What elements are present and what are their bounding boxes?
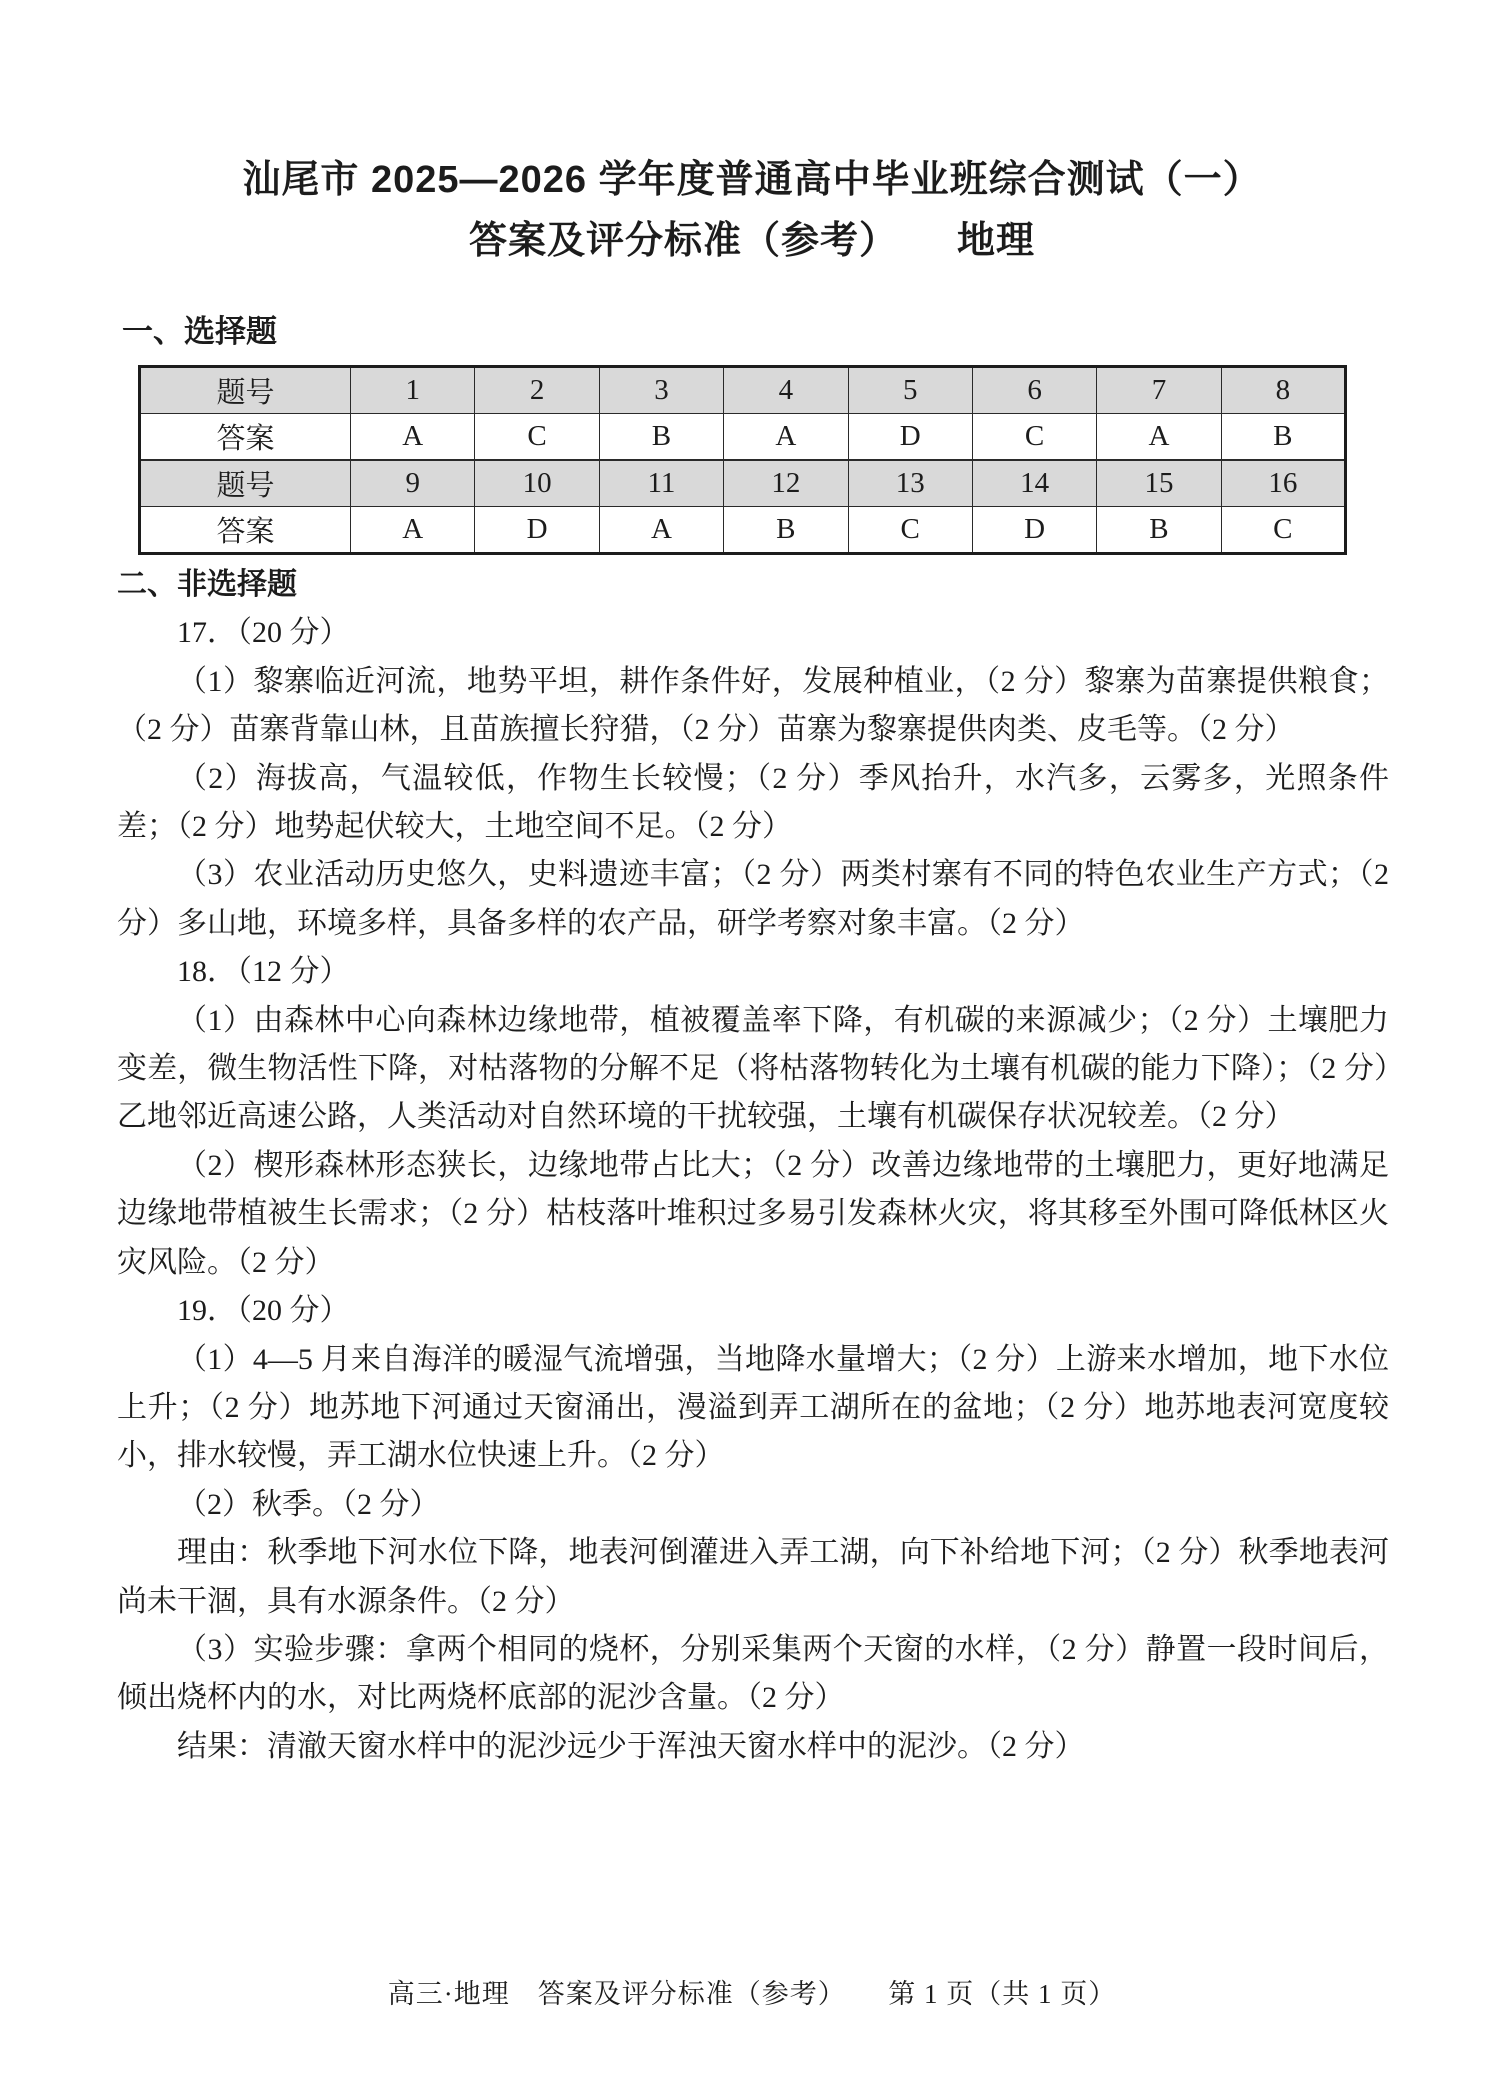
question-number-cell: 3 <box>599 367 723 414</box>
answer-paragraph: （1）4—5 月来自海洋的暖湿气流增强，当地降水量增大；（2 分）上游来水增加，地下水位上升；（2 分）地苏地下河通过天窗涌出，漫溢到弄工湖所在的盆地；（2 分）地苏地表河宽度较小，排水较慢，弄工湖水位快速上升。（2 分） <box>117 1342 1389 1473</box>
row-label: 题号 <box>140 367 351 414</box>
page-title-line2: 答案及评分标准（参考） 地理 <box>468 220 1035 262</box>
question-number-cell: 13 <box>848 460 972 507</box>
answer-paragraph: （2）秋季。（2 分） <box>177 1487 440 1521</box>
question-number-cell: 11 <box>599 460 723 507</box>
answer-cell: B <box>1097 507 1221 554</box>
question-number-cell: 2 <box>475 367 599 414</box>
answer-cell: C <box>1221 507 1345 554</box>
answer-paragraph: （1）由森林中心向森林边缘地带，植被覆盖率下降，有机碳的来源减少；（2 分）土壤肥力变差，微生物活性下降，对枯落物的分解不足（将枯落物转化为土壤有机碳的能力下降）；（2 分）乙地邻近高速公路，人类活动对自然环境的干扰较强，土壤有机碳保存状况较差。（2 分） <box>117 1003 1389 1134</box>
row-label: 答案 <box>140 507 351 554</box>
answer-cell: B <box>599 414 723 461</box>
table-row <box>140 507 1346 554</box>
question-number-cell: 7 <box>1097 367 1221 414</box>
question-number-cell: 10 <box>475 460 599 507</box>
page-footer: 高三·地理 答案及评分标准（参考） 第 1 页（共 1 页） <box>387 1979 1117 2009</box>
answer-cell: B <box>1221 414 1345 461</box>
answer-cell: B <box>724 507 848 554</box>
choice-section-heading: 一、选择题 <box>122 314 277 349</box>
answer-cell: C <box>972 414 1096 461</box>
answer-table <box>138 365 1347 555</box>
question-number-cell: 4 <box>724 367 848 414</box>
table-row <box>140 367 1346 414</box>
answer-paragraph: （2）海拔高，气温较低，作物生长较慢；（2 分）季风抬升，水汽多，云雾多，光照条件差；（2 分）地势起伏较大，土地空间不足。（2 分） <box>117 761 1389 844</box>
answer-cell: D <box>972 507 1096 554</box>
page-title-line1: 汕尾市 2025—2026 学年度普通高中毕业班综合测试（一） <box>242 159 1262 201</box>
row-label: 题号 <box>140 460 351 507</box>
question-number-line: 18．（12 分） <box>177 955 350 989</box>
answer-paragraph: 理由：秋季地下河水位下降，地表河倒灌进入弄工湖，向下补给地下河；（2 分）秋季地表河尚未干涸，具有水源条件。（2 分） <box>117 1536 1389 1618</box>
answer-paragraph: （2）楔形森林形态狭长，边缘地带占比大；（2 分）改善边缘地带的土壤肥力，更好地满足边缘地带植被生长需求；（2 分）枯枝落叶堆积过多易引发森林火灾，将其移至外围可降低林区火灾风险。（2 分） <box>117 1148 1389 1279</box>
row-label: 答案 <box>140 414 351 461</box>
question-number-cell: 8 <box>1221 367 1345 414</box>
answer-cell: D <box>475 507 599 554</box>
answer-cell: A <box>351 507 475 554</box>
question-number-cell: 6 <box>972 367 1096 414</box>
question-number-cell: 16 <box>1221 460 1345 507</box>
table-row <box>140 460 1346 507</box>
answer-paragraph: （1）黎寨临近河流，地势平坦，耕作条件好，发展种植业，（2 分）黎寨为苗寨提供粮食；（2 分）苗寨背靠山林，且苗族擅长狩猎，（2 分）苗寨为黎寨提供肉类、皮毛等。（2 分） <box>117 664 1389 747</box>
answer-paragraph: 结果：清澈天窗水样中的泥沙远少于浑浊天窗水样中的泥沙。（2 分） <box>177 1729 1085 1763</box>
answer-cell: C <box>848 507 972 554</box>
answer-cell: A <box>599 507 723 554</box>
free-response-heading: 二、非选择题 <box>117 568 297 601</box>
answer-cell: C <box>475 414 599 461</box>
answer-cell: D <box>848 414 972 461</box>
answer-paragraph: （3）实验步骤：拿两个相同的烧杯，分别采集两个天窗的水样，（2 分）静置一段时间后，倾出烧杯内的水，对比两烧杯底部的泥沙含量。（2 分） <box>117 1632 1389 1715</box>
question-number-cell: 5 <box>848 367 972 414</box>
answer-paragraph: （3）农业活动历史悠久，史料遗迹丰富；（2 分）两类村寨有不同的特色农业生产方式；（2 分）多山地，环境多样，具备多样的农产品，研学考察对象丰富。（2 分） <box>117 858 1389 940</box>
free-response-body <box>117 561 1389 1771</box>
question-number-cell: 9 <box>351 460 475 507</box>
answer-cell: A <box>724 414 848 461</box>
answer-cell: A <box>1097 414 1221 461</box>
question-number-line: 17．（20 分） <box>177 616 350 650</box>
table-row <box>140 414 1346 461</box>
question-number-cell: 14 <box>972 460 1096 507</box>
question-number-cell: 12 <box>724 460 848 507</box>
question-number-line: 19．（20 分） <box>177 1294 350 1328</box>
question-number-cell: 1 <box>351 367 475 414</box>
question-number-cell: 15 <box>1097 460 1221 507</box>
answer-table-body <box>140 367 1346 554</box>
answer-cell: A <box>351 414 475 461</box>
